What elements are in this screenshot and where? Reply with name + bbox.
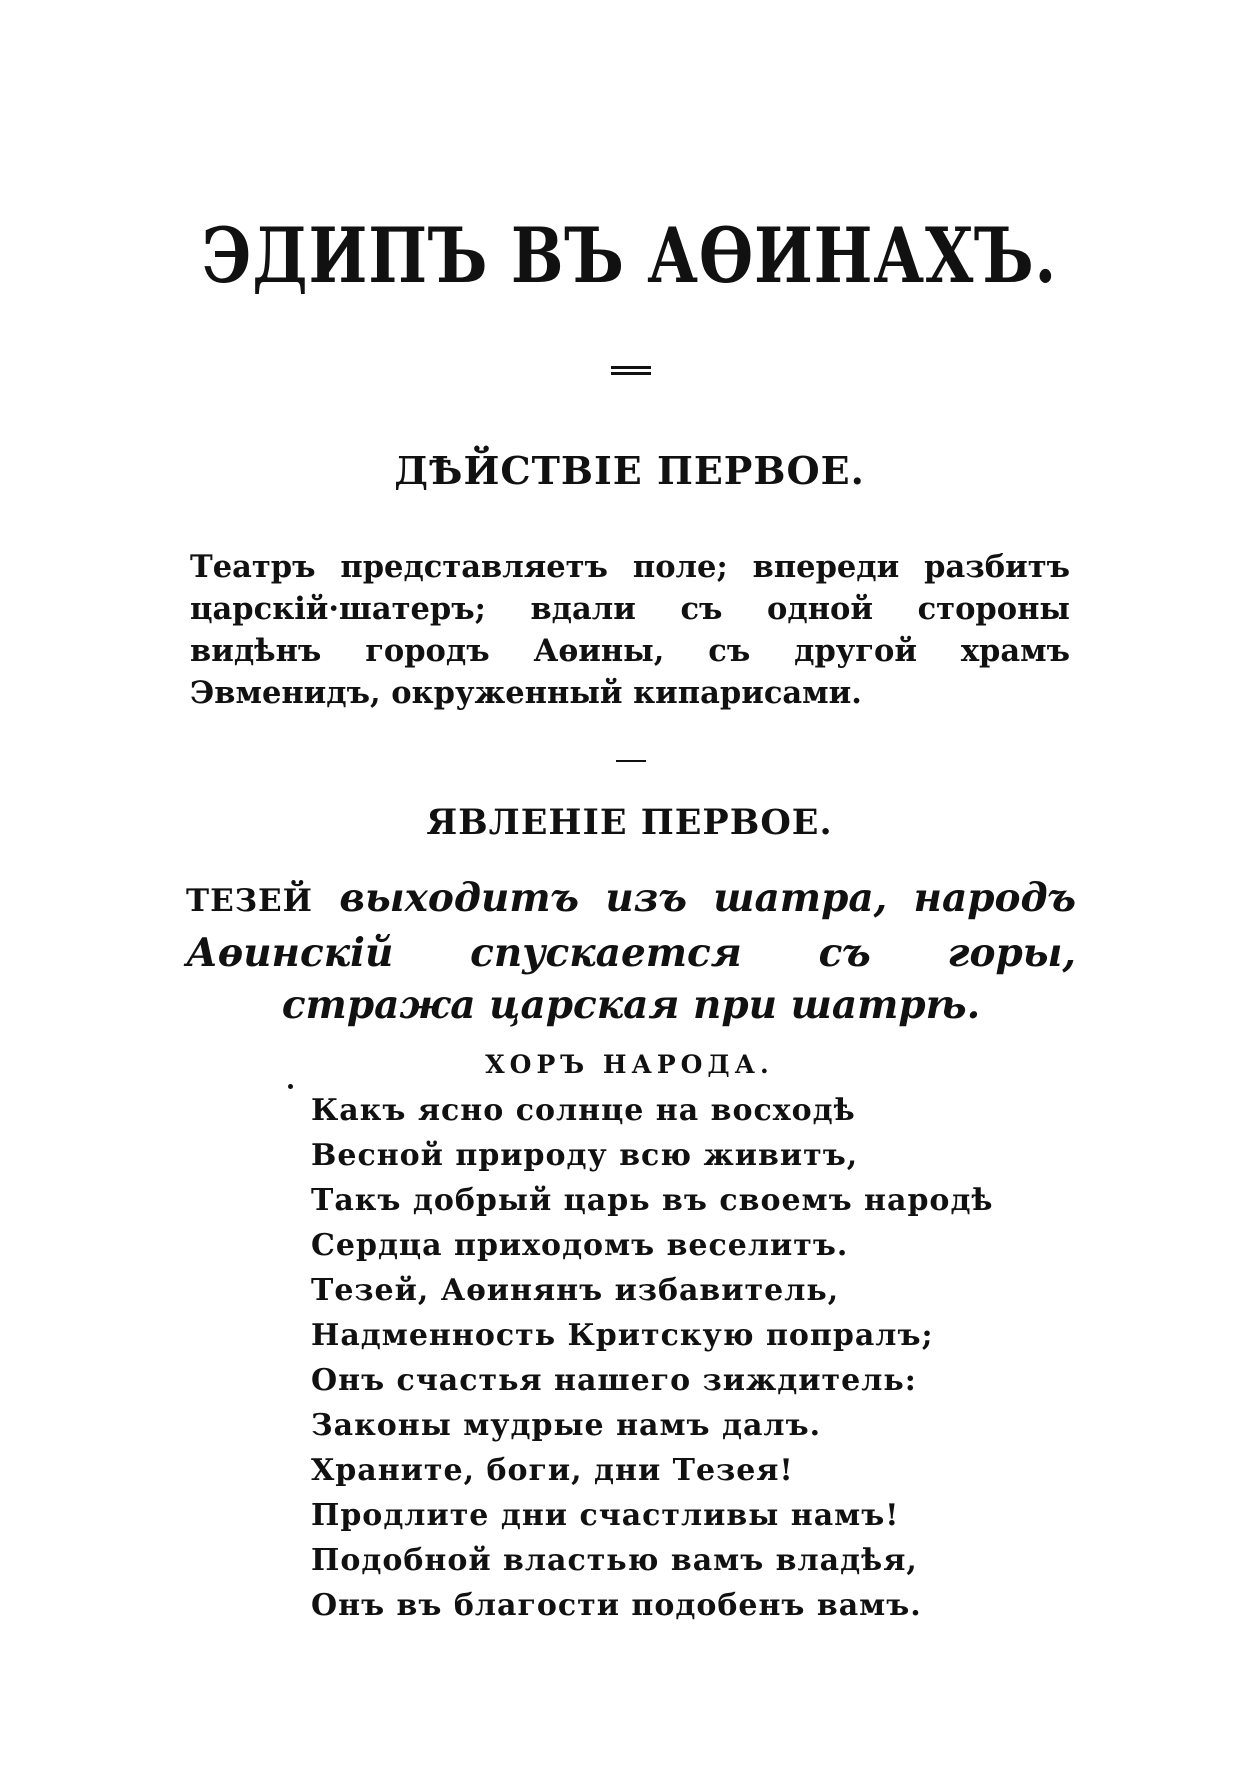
- verse-line: Онъ въ благости подобенъ вамъ.: [311, 1588, 922, 1623]
- verse-block: [311, 1088, 994, 1628]
- verse-line: Подобной властью вамъ владѣя,: [311, 1543, 918, 1578]
- chorus-heading: ХОРЪ НАРОДА.: [485, 1050, 774, 1079]
- verse-line: Весной природу всю живитъ,: [311, 1138, 859, 1173]
- act-heading: ДѢЙСТВІЕ ПЕРВОЕ.: [394, 448, 865, 493]
- verse-line: Надменность Критскую попралъ;: [311, 1318, 934, 1353]
- verse-line: Храните, боги, дни Тезея!: [311, 1453, 794, 1488]
- verse-line: Такъ добрый царь въ своемъ народѣ: [311, 1183, 994, 1218]
- scene-description-text: выходитъ изъ шатра, народъ Аѳинскій спускается съ горы, стража царская при шатрѣ.: [186, 875, 1076, 1028]
- verse-line: Продлите дни счастливы намъ!: [311, 1498, 900, 1533]
- double-rule-divider: [611, 366, 651, 375]
- scene-description: [186, 872, 1076, 1031]
- stage-direction: Театръ представляетъ поле; впереди разбитъ царскій·шатеръ; вдали съ одной стороны видѣнъ городъ Аѳины, съ другой храмъ Эвменидъ, окруженный кипарисами.: [190, 549, 1070, 711]
- verse-line: Тезей, Аѳинянъ избавитель,: [311, 1273, 840, 1308]
- verse-line: Законы мудрые намъ далъ.: [311, 1408, 822, 1443]
- play-title: ЭДИПЪ ВЪ АѲИНАХЪ.: [201, 211, 1058, 300]
- ink-dot: [288, 1084, 293, 1089]
- verse-line: Сердца приходомъ веселитъ.: [311, 1228, 849, 1263]
- single-rule-divider: [616, 760, 646, 762]
- character-name: ТЕЗЕЙ: [186, 883, 313, 919]
- scene-heading: ЯВЛЕНІЕ ПЕРВОЕ.: [426, 802, 833, 843]
- verse-line: Какъ ясно солнце на восходѣ: [311, 1093, 856, 1128]
- verse-line: Онъ счастья нашего зиждитель:: [311, 1363, 917, 1398]
